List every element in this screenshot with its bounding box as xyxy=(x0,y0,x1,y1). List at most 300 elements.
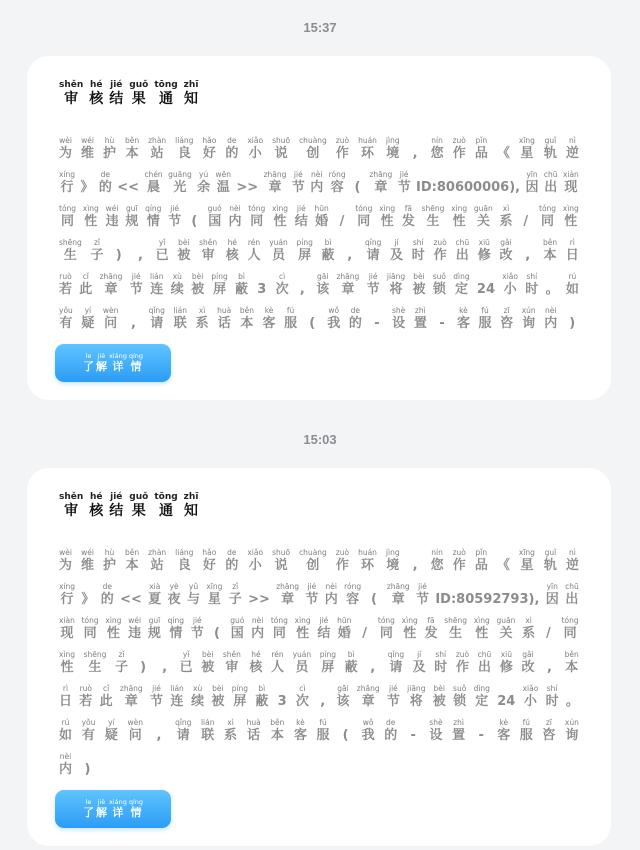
ruby-token xyxy=(413,650,426,676)
ruby-token xyxy=(83,204,99,230)
pinyin-annotation: běn xyxy=(239,306,254,315)
pinyin-annotation: jí xyxy=(394,238,399,247)
pinyin-annotation: zhāng xyxy=(119,684,143,693)
ruby-token xyxy=(522,306,536,332)
character-text: 续 xyxy=(170,282,184,297)
character-text: 轨 xyxy=(543,558,557,573)
ruby-token xyxy=(271,616,288,642)
ruby-token xyxy=(519,136,535,162)
character-text: 疑 xyxy=(81,316,95,331)
pinyin-annotation: qíng xyxy=(128,352,144,360)
ruby-token xyxy=(127,306,140,332)
ruby-token xyxy=(106,204,119,230)
ruby-token xyxy=(230,616,244,642)
character-text: 客 xyxy=(456,316,470,331)
pinyin-annotation: jiāng xyxy=(386,272,406,281)
view-details-button[interactable] xyxy=(55,790,171,828)
character-text: 本 xyxy=(543,248,557,263)
character-text: 屏 xyxy=(233,694,247,709)
pinyin-annotation: zuò xyxy=(452,548,466,557)
ruby-token xyxy=(248,582,270,608)
character-text: 结 xyxy=(109,503,124,519)
ruby-token xyxy=(433,684,446,710)
ruby-token xyxy=(236,170,258,196)
pinyin-annotation: liáng xyxy=(175,136,194,145)
ruby-token xyxy=(82,718,96,744)
pinyin-annotation: qíng xyxy=(145,204,162,213)
character-text: 《 xyxy=(496,146,510,161)
ruby-token xyxy=(59,548,72,574)
card-body-text xyxy=(59,128,579,332)
card-title xyxy=(59,492,204,520)
pinyin-annotation: de xyxy=(350,306,361,315)
pinyin-annotation: shěn xyxy=(59,80,84,90)
pinyin-annotation: yuán xyxy=(292,650,312,659)
ruby-token xyxy=(424,616,437,642)
ruby-token xyxy=(378,616,395,642)
view-details-button[interactable] xyxy=(55,344,171,382)
pinyin-annotation: píng xyxy=(231,684,249,693)
pinyin-annotation: chén xyxy=(144,170,163,179)
ruby-token xyxy=(226,238,239,264)
ruby-token xyxy=(336,272,359,298)
ruby-token xyxy=(500,650,513,676)
pinyin-annotation: qíng xyxy=(128,798,144,806)
pinyin-annotation: pǐn xyxy=(475,136,488,145)
ruby-token xyxy=(129,352,143,374)
ruby-token xyxy=(100,684,113,710)
character-text: 被 xyxy=(191,282,205,297)
character-text: 章 xyxy=(361,694,375,709)
character-text: 性 xyxy=(296,626,310,641)
pinyin-annotation: jìng xyxy=(385,548,400,557)
pinyin-annotation: shēng xyxy=(59,238,82,247)
pinyin-annotation: gǎi xyxy=(500,238,512,247)
ruby-token xyxy=(344,582,361,608)
pinyin-annotation: cì xyxy=(279,272,286,281)
pinyin-annotation: jié xyxy=(368,272,378,281)
character-text: ( xyxy=(354,180,361,195)
pinyin-annotation: chū xyxy=(455,238,470,247)
character-text: 小 xyxy=(523,694,537,709)
ruby-token xyxy=(565,650,579,676)
character-text: 发 xyxy=(401,214,415,229)
character-text: 次 xyxy=(275,282,289,297)
character-text: 审 xyxy=(225,660,239,675)
pinyin-annotation: hǎo xyxy=(202,548,217,557)
character-text: 国 xyxy=(230,626,244,641)
character-text: 时 xyxy=(525,282,539,297)
pinyin-annotation: le xyxy=(85,798,92,806)
ruby-token xyxy=(566,548,579,574)
ruby-token xyxy=(544,170,558,196)
pinyin-annotation: wèn xyxy=(102,306,119,315)
character-text: 情 xyxy=(130,806,142,819)
character-text: 改 xyxy=(521,660,535,675)
pinyin-annotation: guī xyxy=(126,204,138,213)
message-timestamp: 15:37 xyxy=(303,20,337,35)
pinyin-annotation: xù xyxy=(193,684,203,693)
character-text: 护 xyxy=(103,146,117,161)
body-line xyxy=(59,298,579,332)
pinyin-annotation: chū xyxy=(543,170,558,179)
character-text: 如 xyxy=(565,282,579,297)
pinyin-annotation: jié xyxy=(418,582,427,591)
pinyin-annotation: tōng xyxy=(154,492,178,502)
pinyin-annotation: guī xyxy=(148,616,161,625)
pinyin-annotation: kè xyxy=(264,306,274,315)
ruby-token xyxy=(475,136,488,162)
character-text: 章 xyxy=(341,282,355,297)
ruby-token xyxy=(414,306,427,332)
ruby-token xyxy=(452,718,465,744)
pinyin-annotation: chū xyxy=(477,650,492,659)
character-text: 24 xyxy=(476,282,495,297)
ruby-token xyxy=(497,616,516,642)
body-line xyxy=(59,574,579,608)
ruby-token xyxy=(305,582,318,608)
pinyin-annotation: nèi xyxy=(310,170,323,179)
ruby-token xyxy=(59,204,76,230)
ruby-token xyxy=(148,136,166,162)
character-text: - xyxy=(478,728,484,743)
pinyin-annotation: tóng xyxy=(355,204,373,213)
ruby-token xyxy=(191,616,204,642)
character-text: 星 xyxy=(207,592,221,607)
ruby-token xyxy=(103,306,119,332)
ruby-token xyxy=(453,684,466,710)
ruby-token xyxy=(59,272,72,298)
ruby-token xyxy=(293,650,312,676)
character-text: 蔽 xyxy=(235,282,249,297)
ruby-token xyxy=(497,718,510,744)
character-text: 护 xyxy=(103,558,117,573)
ruby-token xyxy=(188,204,201,230)
character-text: 时 xyxy=(545,694,559,709)
character-text: 及 xyxy=(390,248,404,263)
character-text: 被 xyxy=(177,248,191,263)
ruby-token xyxy=(269,238,288,264)
character-text: 该 xyxy=(316,282,330,297)
character-text: , xyxy=(412,558,418,573)
pinyin-annotation: yí xyxy=(84,306,92,315)
character-text: 请 xyxy=(150,316,164,331)
character-text: 屏 xyxy=(321,660,335,675)
pinyin-annotation: jié xyxy=(170,204,180,213)
pinyin-annotation: guāng xyxy=(168,170,192,179)
ruby-token xyxy=(81,548,94,574)
ruby-token xyxy=(175,718,191,744)
pinyin-annotation: rú xyxy=(61,718,70,727)
pinyin-annotation: jié xyxy=(192,616,202,625)
pinyin-annotation: de xyxy=(386,718,396,727)
pinyin-annotation: fú xyxy=(319,718,327,727)
pinyin-annotation: yǐ xyxy=(158,238,166,247)
character-text: ) xyxy=(140,660,147,675)
character-text: 咨 xyxy=(542,728,556,743)
character-text: 您 xyxy=(430,558,444,573)
ruby-token xyxy=(525,272,538,298)
pinyin-annotation: zhì xyxy=(414,306,426,315)
character-text: 服 xyxy=(284,316,298,331)
character-text: , xyxy=(137,248,143,263)
character-text: 员 xyxy=(295,660,309,675)
character-text: 与 xyxy=(186,592,200,607)
pinyin-annotation: tóng xyxy=(59,204,77,213)
character-text: 的 xyxy=(225,558,239,573)
pinyin-annotation: guǒ xyxy=(129,80,149,90)
character-text: 》 xyxy=(81,592,95,607)
character-text: - xyxy=(374,316,380,331)
ruby-token xyxy=(544,548,557,574)
character-text: 若 xyxy=(79,694,93,709)
ruby-token xyxy=(542,616,555,642)
pinyin-annotation: xiáng xyxy=(108,798,127,806)
character-text: 请 xyxy=(176,728,190,743)
body-line xyxy=(59,196,579,230)
character-text: 因 xyxy=(545,592,559,607)
character-text: 核 xyxy=(225,248,239,263)
ruby-token xyxy=(365,238,381,264)
ruby-token xyxy=(387,272,405,298)
character-text: 性 xyxy=(106,626,120,641)
pinyin-annotation: xìng xyxy=(562,204,579,213)
body-line xyxy=(59,162,579,196)
character-text: 连 xyxy=(170,694,184,709)
pinyin-annotation: xìng xyxy=(105,616,122,625)
ruby-token xyxy=(358,548,377,574)
pinyin-annotation: jí xyxy=(417,650,422,659)
pinyin-annotation: róng xyxy=(328,170,346,179)
pinyin-annotation: hé xyxy=(251,650,261,659)
ruby-token xyxy=(542,718,555,744)
pinyin-annotation: kè xyxy=(296,718,305,727)
pinyin-annotation: bèi xyxy=(433,684,445,693)
pinyin-annotation: hù xyxy=(104,548,115,557)
ruby-token xyxy=(129,492,148,520)
ruby-token xyxy=(329,170,346,196)
character-text: 性 xyxy=(60,660,74,675)
character-text: 章 xyxy=(391,592,405,607)
ruby-token xyxy=(100,272,123,298)
pinyin-annotation: huán xyxy=(358,548,377,557)
ruby-token xyxy=(519,548,535,574)
character-text: 性 xyxy=(475,626,489,641)
character-text: 了 xyxy=(82,360,94,373)
ruby-token xyxy=(240,306,254,332)
character-text: ID:80600006), xyxy=(416,180,521,195)
pinyin-annotation: zhì xyxy=(453,718,465,727)
character-text: 知 xyxy=(184,91,199,107)
pinyin-annotation: xīng xyxy=(518,548,535,557)
character-text: 因 xyxy=(525,180,539,195)
pinyin-annotation: wéi xyxy=(105,204,119,213)
ruby-token xyxy=(388,650,404,676)
pinyin-annotation: zuò xyxy=(335,136,350,145)
ruby-token xyxy=(317,616,330,642)
character-text: 星 xyxy=(520,146,534,161)
character-text: 的 xyxy=(100,592,114,607)
character-text: 同 xyxy=(83,626,97,641)
ruby-token xyxy=(149,306,165,332)
pinyin-annotation: wéi xyxy=(81,548,94,557)
character-text: 审 xyxy=(201,248,215,263)
character-text: 违 xyxy=(128,626,142,641)
ruby-token xyxy=(416,170,520,196)
pinyin-annotation: xì xyxy=(227,718,234,727)
ruby-token xyxy=(247,136,263,162)
ruby-token xyxy=(109,80,123,108)
pinyin-annotation: píng xyxy=(296,238,313,247)
pinyin-annotation: huà xyxy=(246,718,261,727)
pinyin-annotation: jiě xyxy=(97,798,106,806)
pinyin-annotation: xì xyxy=(502,204,510,213)
pinyin-annotation: nèi xyxy=(325,582,337,591)
ruby-token xyxy=(343,238,356,264)
pinyin-annotation: kè xyxy=(459,306,468,315)
pinyin-annotation: qǐng xyxy=(387,650,405,659)
ruby-token xyxy=(310,170,323,196)
character-text: 节 xyxy=(397,180,411,195)
pinyin-annotation: shuō xyxy=(272,548,291,557)
character-text: 余 xyxy=(197,180,211,195)
card-title xyxy=(59,80,204,108)
pinyin-annotation: qǐng xyxy=(148,306,165,315)
character-text: 维 xyxy=(81,558,95,573)
character-text: ) xyxy=(569,316,576,331)
ruby-token xyxy=(201,718,215,744)
ruby-token xyxy=(59,306,73,332)
ruby-token xyxy=(366,650,379,676)
pinyin-annotation: chū xyxy=(565,582,579,591)
character-text: 锁 xyxy=(432,282,446,297)
character-text: 情 xyxy=(130,360,142,373)
pinyin-annotation: rén xyxy=(271,650,284,659)
ruby-token xyxy=(412,272,425,298)
ruby-token xyxy=(526,170,539,196)
ruby-token xyxy=(125,136,139,162)
pinyin-annotation: nèi xyxy=(229,204,241,213)
ruby-token xyxy=(477,272,495,298)
pinyin-annotation: wèn xyxy=(127,718,143,727)
pinyin-annotation: xiǎo xyxy=(522,684,539,693)
ruby-token xyxy=(565,718,579,744)
ruby-token xyxy=(296,684,309,710)
pinyin-annotation: kè xyxy=(499,718,509,727)
ruby-token xyxy=(59,582,75,608)
card-body-text xyxy=(59,540,579,778)
character-text: ) xyxy=(84,762,91,777)
ruby-token xyxy=(217,306,231,332)
ruby-token xyxy=(173,306,187,332)
ruby-token xyxy=(191,272,204,298)
pinyin-annotation: qǐng xyxy=(364,238,382,247)
pinyin-annotation: de xyxy=(227,548,237,557)
pinyin-annotation: ruò xyxy=(59,272,72,281)
pinyin-annotation: hé xyxy=(227,238,237,247)
pinyin-annotation: fā xyxy=(427,616,435,625)
character-text: 若 xyxy=(59,282,73,297)
ruby-token xyxy=(296,272,309,298)
ruby-token xyxy=(112,238,125,264)
character-text: 客 xyxy=(262,316,276,331)
pinyin-annotation: guān xyxy=(473,204,493,213)
character-text: 为 xyxy=(59,146,73,161)
ruby-token xyxy=(336,548,349,574)
character-text: ) xyxy=(115,248,122,263)
ruby-token xyxy=(228,204,241,230)
ruby-token xyxy=(59,684,72,710)
character-text: 性 xyxy=(273,214,287,229)
pinyin-annotation: xìng xyxy=(451,204,468,213)
character-text: 解 xyxy=(95,360,107,373)
pinyin-annotation: rén xyxy=(247,238,261,247)
character-text: 咨 xyxy=(500,316,514,331)
pinyin-annotation: zī xyxy=(503,306,510,315)
ruby-token xyxy=(154,492,177,520)
pinyin-annotation: xìng xyxy=(401,616,418,625)
ruby-token xyxy=(435,582,539,608)
character-text: 询 xyxy=(565,728,579,743)
character-text: 问 xyxy=(104,316,118,331)
pinyin-annotation: xiǎo xyxy=(247,548,264,557)
pinyin-annotation: tōng xyxy=(154,80,178,90)
character-text: 《 xyxy=(496,558,510,573)
pinyin-annotation: yǔ xyxy=(188,582,199,591)
character-text: 规 xyxy=(147,626,161,641)
pinyin-annotation: ruò xyxy=(79,684,93,693)
ruby-token xyxy=(358,136,377,162)
ruby-token xyxy=(370,306,383,332)
character-text: 解 xyxy=(95,806,107,819)
character-text: 此 xyxy=(79,282,93,297)
character-text: 内 xyxy=(544,316,558,331)
ruby-token xyxy=(276,272,289,298)
character-text: 好 xyxy=(202,558,216,573)
ruby-token xyxy=(336,136,349,162)
ruby-token xyxy=(544,306,557,332)
ruby-token xyxy=(153,718,166,744)
character-text: 人 xyxy=(271,660,285,675)
pinyin-annotation: fú xyxy=(522,718,530,727)
character-text: 请 xyxy=(389,660,403,675)
ruby-token xyxy=(402,204,415,230)
character-text: 章 xyxy=(104,282,118,297)
character-text: 生 xyxy=(426,214,440,229)
pinyin-annotation: zhāng xyxy=(263,170,287,179)
character-text: ( xyxy=(191,214,198,229)
pinyin-annotation: yǐ xyxy=(182,650,190,659)
pinyin-annotation: píng xyxy=(211,272,228,281)
character-text: 内 xyxy=(59,762,73,777)
pinyin-annotation: běn xyxy=(125,136,140,145)
ruby-token xyxy=(145,204,161,230)
pinyin-annotation: zī xyxy=(545,718,552,727)
character-text: 作 xyxy=(335,558,349,573)
ruby-token xyxy=(109,798,127,820)
pinyin-annotation: bèi xyxy=(178,238,190,247)
pinyin-annotation: shí xyxy=(435,650,447,659)
ruby-token xyxy=(544,136,557,162)
pinyin-annotation: guó xyxy=(207,204,222,213)
character-text: 设 xyxy=(392,316,406,331)
character-text: 节 xyxy=(129,282,143,297)
ruby-token xyxy=(349,306,362,332)
ruby-token xyxy=(197,170,210,196)
body-line xyxy=(59,540,579,574)
ruby-token xyxy=(284,306,297,332)
ruby-token xyxy=(565,582,579,608)
